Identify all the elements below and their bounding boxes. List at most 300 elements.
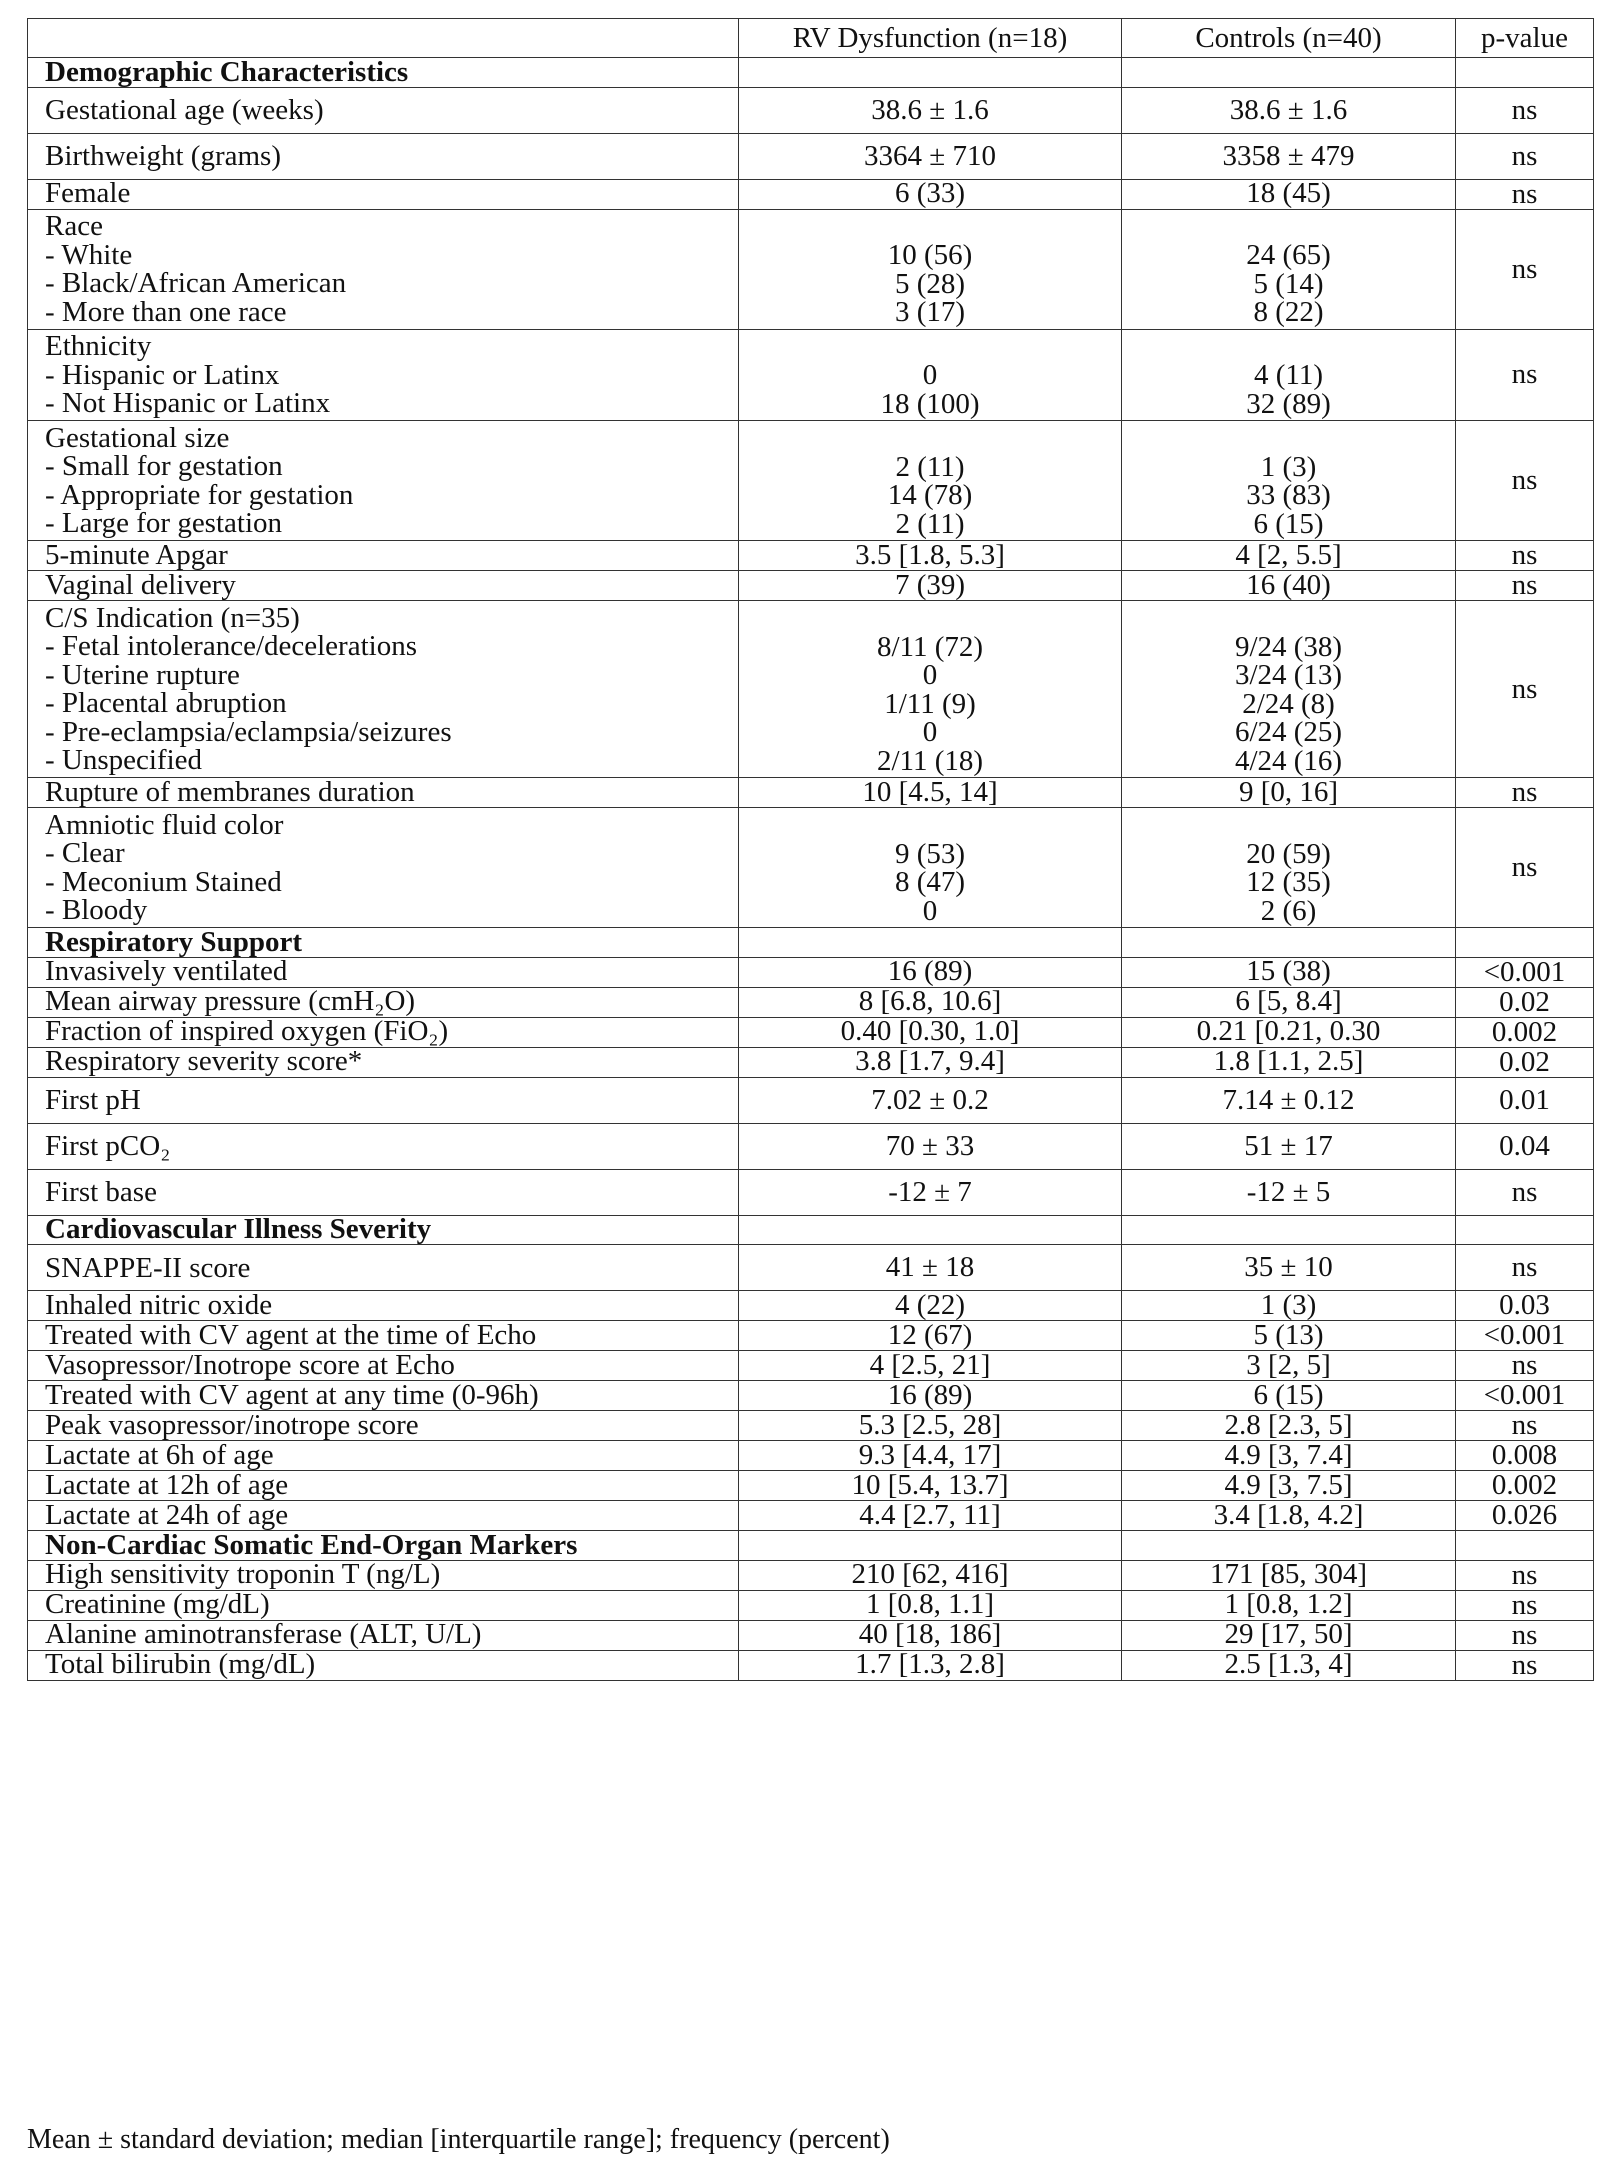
rv-cell	[739, 1077, 1122, 1123]
row-label	[28, 925, 739, 958]
rv-cell	[739, 775, 1122, 808]
controls-cell-line: 6 (15)	[1253, 1378, 1324, 1411]
controls-cell	[1122, 1531, 1456, 1561]
row-label-line: Fraction of inspired oxygen (FiO₂)	[45, 1015, 449, 1048]
controls-cell-line: 2.8 [2.3, 5]	[1224, 1408, 1353, 1441]
controls-cell	[1122, 1077, 1456, 1123]
rv-cell	[739, 1215, 1122, 1245]
row-label	[28, 1288, 739, 1321]
table-row	[28, 179, 1594, 209]
rv-cell	[739, 133, 1122, 179]
p-value-cell: ns	[1456, 1245, 1594, 1291]
rv-cell	[739, 1245, 1122, 1291]
row-label-line: First base	[45, 1176, 157, 1208]
table-row	[28, 1501, 1594, 1531]
controls-cell-line: 1.8 [1.1, 2.5]	[1213, 1045, 1364, 1077]
table-row	[28, 1245, 1594, 1291]
row-label-line: - Hispanic or Latinx	[45, 358, 280, 391]
rv-cell	[739, 1468, 1122, 1501]
row-label-line: Respiratory Support	[45, 925, 302, 958]
rv-cell	[739, 1438, 1122, 1471]
rv-cell-line: 3.8 [1.7, 9.4]	[855, 1045, 1005, 1077]
table-row	[28, 1560, 1594, 1590]
p-value-cell: 0.02	[1456, 1047, 1594, 1077]
rv-cell-line: 16 (89)	[887, 955, 973, 987]
row-label-line: Alanine aminotransferase (ALT, U/L)	[45, 1618, 482, 1651]
p-value-cell: ns	[1456, 601, 1594, 778]
row-label	[28, 808, 739, 928]
rv-cell-line: 9.3 [4.4, 17]	[858, 1438, 1002, 1471]
rv-cell	[739, 568, 1122, 601]
row-label	[28, 133, 739, 179]
controls-cell-line: 20 (59)	[1246, 837, 1331, 870]
rv-cell-line: 14 (78)	[887, 479, 973, 511]
table-row	[28, 1291, 1594, 1321]
controls-cell-line: 2 (6)	[1260, 894, 1317, 927]
row-label	[28, 179, 739, 209]
controls-cell	[1122, 1590, 1456, 1620]
section-header-row	[28, 58, 1594, 88]
rv-cell-line: 5 (28)	[894, 267, 966, 300]
row-label	[28, 1245, 739, 1291]
controls-cell-line: 18 (45)	[1246, 177, 1331, 209]
rv-cell	[739, 1348, 1122, 1381]
p-value-cell: ns	[1456, 209, 1594, 329]
table-row	[28, 1017, 1594, 1047]
controls-cell-line: 6 (15)	[1253, 507, 1324, 540]
controls-cell-line: 16 (40)	[1246, 568, 1331, 601]
controls-cell-line: 4.9 [3, 7.5]	[1224, 1468, 1353, 1501]
row-label	[28, 209, 739, 329]
row-label	[28, 775, 739, 808]
characteristics-table	[27, 18, 1594, 1681]
row-label	[28, 987, 739, 1017]
table-row	[28, 329, 1594, 421]
rv-cell-line: 9 (53)	[894, 837, 966, 870]
p-value-cell: ns	[1456, 1650, 1594, 1680]
row-label	[28, 329, 739, 421]
rv-cell	[739, 329, 1122, 421]
p-value-cell: ns	[1456, 571, 1594, 601]
rv-cell-line: 10 [5.4, 13.7]	[851, 1468, 1009, 1501]
controls-cell-line: 35 ± 10	[1244, 1251, 1333, 1283]
table-row	[28, 957, 1594, 987]
row-label-line: C/S Indication (n=35)	[45, 601, 300, 634]
rv-cell	[739, 1531, 1122, 1561]
row-label-line: Invasively ventilated	[45, 955, 288, 988]
row-label-line: - Black/African American	[45, 267, 347, 299]
controls-cell-line: 8 (22)	[1253, 296, 1324, 328]
row-label	[28, 1560, 739, 1590]
header-controls: Controls (n=40)	[1122, 19, 1456, 58]
p-value-cell: ns	[1456, 421, 1594, 541]
rv-cell-line: 12 (67)	[887, 1318, 973, 1351]
rv-cell	[739, 957, 1122, 987]
table-row	[28, 1411, 1594, 1441]
controls-cell	[1122, 928, 1456, 958]
controls-cell-line: 4 [2, 5.5]	[1235, 538, 1342, 571]
controls-cell-line: 3358 ± 479	[1222, 139, 1355, 172]
section-header-row	[28, 1215, 1594, 1245]
controls-cell	[1122, 1215, 1456, 1245]
p-value-cell: ns	[1456, 1590, 1594, 1620]
p-value-cell: ns	[1456, 1351, 1594, 1381]
row-label-line: - Clear	[45, 837, 125, 869]
row-label-line: Peak vasopressor/inotrope score	[45, 1408, 419, 1441]
controls-cell	[1122, 421, 1456, 541]
p-value-cell: ns	[1456, 1411, 1594, 1441]
controls-cell	[1122, 87, 1456, 133]
row-label-line: - More than one race	[45, 295, 287, 328]
controls-cell	[1122, 1348, 1456, 1381]
controls-cell	[1122, 1438, 1456, 1471]
p-value-cell: 0.03	[1456, 1291, 1594, 1321]
p-value-cell: 0.002	[1456, 1017, 1594, 1047]
p-value-cell: ns	[1456, 1560, 1594, 1590]
controls-cell-line: 1 (3)	[1260, 450, 1317, 483]
table-footnote: Mean ± standard deviation; median [interquartile range]; frequency (percent)	[27, 2124, 890, 2155]
row-label	[28, 1438, 739, 1471]
row-label-line: Respiratory severity score*	[45, 1045, 363, 1078]
p-value-cell: ns	[1456, 1169, 1594, 1215]
row-label	[28, 1498, 739, 1531]
row-label-line: Vasopressor/Inotrope score at Echo	[45, 1348, 455, 1381]
row-label-line: First pCO₂	[45, 1130, 171, 1162]
p-value-cell: ns	[1456, 133, 1594, 179]
controls-cell	[1122, 808, 1456, 928]
controls-cell-line: 7.14 ± 0.12	[1222, 1083, 1355, 1116]
rv-cell-line: 7.02 ± 0.2	[871, 1083, 989, 1116]
rv-cell-line: 0.40 [0.30, 1.0]	[840, 1015, 1020, 1047]
row-label	[28, 87, 739, 133]
row-label	[28, 1017, 739, 1047]
rv-cell-line: 0	[922, 659, 938, 691]
controls-cell-line: 3.4 [1.8, 4.2]	[1213, 1498, 1364, 1531]
row-label-line: - Large for gestation	[45, 507, 283, 539]
row-label	[28, 1169, 739, 1215]
p-value-cell: ns	[1456, 329, 1594, 421]
rv-cell-line: -12 ± 7	[888, 1175, 972, 1208]
rv-cell-line: 6 (33)	[894, 177, 966, 209]
row-label-line: Demographic Characteristics	[45, 55, 409, 88]
rv-cell-line: 2/11 (18)	[876, 744, 984, 777]
table-row	[28, 1169, 1594, 1215]
controls-cell-line: 2.5 [1.3, 4]	[1224, 1648, 1353, 1680]
rv-cell-line: 16 (89)	[887, 1378, 973, 1411]
rv-cell	[739, 538, 1122, 571]
row-label-line: - Fetal intolerance/decelerations	[45, 630, 417, 662]
row-label	[28, 1123, 739, 1169]
p-value-cell: ns	[1456, 808, 1594, 928]
rv-cell-line: 1/11 (9)	[884, 687, 976, 720]
rv-cell	[739, 1318, 1122, 1351]
rv-cell-line: 3364 ± 710	[864, 139, 996, 172]
rv-cell	[739, 1288, 1122, 1321]
row-label	[28, 1047, 739, 1077]
rv-cell-line: 4 (22)	[894, 1288, 966, 1321]
table-row	[28, 87, 1594, 133]
rv-cell-line: 41 ± 18	[885, 1251, 975, 1283]
rv-cell-line: 2 (11)	[895, 507, 965, 540]
controls-cell-line: 4/24 (16)	[1234, 744, 1343, 777]
p-value-cell: 0.026	[1456, 1501, 1594, 1531]
table-row	[28, 987, 1594, 1017]
controls-cell	[1122, 179, 1456, 209]
row-label-line: - Small for gestation	[45, 450, 283, 482]
row-label-line: Rupture of membranes duration	[45, 775, 415, 808]
rv-cell	[739, 421, 1122, 541]
controls-cell	[1122, 209, 1456, 329]
rv-cell-line: 4.4 [2.7, 11]	[859, 1498, 1001, 1531]
rv-cell	[739, 1017, 1122, 1047]
table-row	[28, 209, 1594, 329]
controls-cell-line: 2/24 (8)	[1242, 687, 1335, 720]
controls-cell	[1122, 1017, 1456, 1047]
row-label-line: Lactate at 6h of age	[45, 1438, 274, 1471]
row-label	[28, 1620, 739, 1650]
table-row	[28, 541, 1594, 571]
rv-cell-line: 5.3 [2.5, 28]	[858, 1408, 1002, 1441]
rv-cell	[739, 1590, 1122, 1620]
section-header-row	[28, 1531, 1594, 1561]
p-value-cell: 0.002	[1456, 1471, 1594, 1501]
rv-cell	[739, 808, 1122, 928]
controls-cell	[1122, 1468, 1456, 1501]
table-row	[28, 1381, 1594, 1411]
controls-cell-line: 1 [0.8, 1.2]	[1224, 1588, 1353, 1620]
controls-cell	[1122, 1378, 1456, 1411]
rv-cell-line: 18 (100)	[880, 387, 980, 420]
table-row	[28, 1077, 1594, 1123]
row-label-line: - Meconium Stained	[45, 865, 282, 898]
controls-cell-line: 38.6 ± 1.6	[1229, 93, 1348, 126]
row-label-line: Treated with CV agent at the time of Echo	[45, 1318, 537, 1351]
controls-cell	[1122, 987, 1456, 1017]
header-row	[28, 19, 1594, 58]
rv-cell-line: 1 [0.8, 1.1]	[865, 1588, 995, 1620]
controls-cell-line: 4 (11)	[1254, 359, 1323, 391]
row-label-line: - Uterine rupture	[45, 658, 240, 691]
rv-cell	[739, 1408, 1122, 1441]
controls-cell-line: 4.9 [3, 7.4]	[1224, 1438, 1353, 1471]
rv-cell	[739, 1498, 1122, 1531]
table-row	[28, 571, 1594, 601]
header-empty-cell	[28, 19, 739, 58]
row-label-line: Creatinine (mg/dL)	[45, 1588, 270, 1621]
controls-cell	[1122, 58, 1456, 88]
rv-cell-line: 1.7 [1.3, 2.8]	[855, 1648, 1005, 1680]
controls-cell	[1122, 1560, 1456, 1590]
row-label-line: Lactate at 24h of age	[45, 1498, 289, 1531]
row-label	[28, 1378, 739, 1411]
table-row	[28, 1351, 1594, 1381]
controls-cell	[1122, 1620, 1456, 1650]
controls-cell	[1122, 1498, 1456, 1531]
rv-cell	[739, 928, 1122, 958]
row-label-line: Female	[45, 177, 131, 210]
row-label	[28, 421, 739, 541]
rv-cell-line: 2 (11)	[895, 450, 965, 483]
row-label-line: Treated with CV agent at any time (0-96h)	[45, 1378, 539, 1411]
controls-cell-line: 6/24 (25)	[1234, 716, 1343, 748]
row-label	[28, 1528, 739, 1561]
row-label-line: Total bilirubin (mg/dL)	[45, 1648, 316, 1681]
table-row	[28, 1471, 1594, 1501]
p-value-cell: <0.001	[1456, 1381, 1594, 1411]
controls-cell	[1122, 1169, 1456, 1215]
row-label	[28, 1215, 739, 1245]
p-value-cell: ns	[1456, 541, 1594, 571]
row-label-line: - Placental abruption	[45, 687, 287, 719]
controls-cell-line: 33 (83)	[1246, 479, 1331, 511]
row-label-line: - Bloody	[45, 894, 148, 926]
controls-cell	[1122, 1245, 1456, 1291]
row-label-line: Ethnicity	[45, 330, 152, 362]
row-label-line: Vaginal delivery	[45, 568, 236, 601]
table-row	[28, 1650, 1594, 1680]
rv-cell	[739, 1123, 1122, 1169]
table-row	[28, 808, 1594, 928]
rv-cell	[739, 1620, 1122, 1650]
rv-cell-line: 70 ± 33	[885, 1129, 975, 1162]
controls-cell-line: 3/24 (13)	[1234, 659, 1343, 691]
table-row	[28, 1590, 1594, 1620]
header-p-value: p-value	[1456, 19, 1594, 58]
controls-cell-line: 171 [85, 304]	[1209, 1558, 1368, 1590]
p-value-cell: <0.001	[1456, 957, 1594, 987]
controls-cell	[1122, 1123, 1456, 1169]
row-label-line: 5-minute Apgar	[45, 538, 228, 571]
rv-cell-line: 0	[922, 894, 938, 927]
p-value-cell	[1456, 58, 1594, 88]
controls-cell-line: 15 (38)	[1246, 955, 1331, 987]
rv-cell	[739, 987, 1122, 1017]
table-row	[28, 778, 1594, 808]
rv-cell	[739, 1560, 1122, 1590]
table-row	[28, 601, 1594, 778]
row-label	[28, 1348, 739, 1381]
p-value-cell: ns	[1456, 1620, 1594, 1650]
row-label	[28, 568, 739, 601]
row-label-line: - White	[45, 238, 133, 271]
rv-cell-line: 10 [4.5, 14]	[862, 775, 998, 808]
row-label	[28, 1077, 739, 1123]
row-label	[28, 538, 739, 571]
rv-cell-line: 3.5 [1.8, 5.3]	[855, 538, 1005, 571]
controls-cell-line: 1 (3)	[1260, 1288, 1317, 1321]
rv-cell-line: 3 (17)	[894, 296, 966, 328]
rv-cell-line: 8 (47)	[894, 866, 966, 898]
rv-cell-line: 8/11 (72)	[876, 630, 984, 663]
row-label-line: Gestational age (weeks)	[45, 94, 324, 126]
table-row	[28, 1441, 1594, 1471]
rv-cell	[739, 58, 1122, 88]
p-value-cell: <0.001	[1456, 1321, 1594, 1351]
row-label-line: - Appropriate for gestation	[45, 478, 354, 511]
controls-cell-line: 9 [0, 16]	[1238, 775, 1339, 808]
row-label	[28, 1650, 739, 1680]
rv-cell	[739, 1047, 1122, 1077]
controls-cell-line: 6 [5, 8.4]	[1235, 985, 1342, 1017]
row-label-line: - Pre-eclampsia/eclampsia/seizures	[45, 715, 452, 748]
controls-cell-line: -12 ± 5	[1246, 1175, 1331, 1208]
table-row	[28, 133, 1594, 179]
table-row	[28, 421, 1594, 541]
row-label-line: Amniotic fluid color	[45, 808, 284, 841]
controls-cell-line: 24 (65)	[1246, 239, 1331, 271]
controls-cell-line: 5 (14)	[1253, 267, 1324, 300]
p-value-cell	[1456, 928, 1594, 958]
row-label-line: Lactate at 12h of age	[45, 1468, 289, 1501]
row-label-line: Mean airway pressure (cmH₂O)	[45, 985, 416, 1018]
controls-cell	[1122, 1047, 1456, 1077]
p-value-cell	[1456, 1215, 1594, 1245]
row-label	[28, 1590, 739, 1620]
rv-cell-line: 8 [6.8, 10.6]	[858, 985, 1002, 1017]
controls-cell-line: 9/24 (38)	[1234, 630, 1343, 663]
p-value-cell: 0.01	[1456, 1077, 1594, 1123]
row-label	[28, 1408, 739, 1441]
rv-cell	[739, 209, 1122, 329]
controls-cell	[1122, 329, 1456, 421]
rv-cell	[739, 1378, 1122, 1411]
p-value-cell: 0.008	[1456, 1441, 1594, 1471]
controls-cell	[1122, 1288, 1456, 1321]
row-label	[28, 1318, 739, 1351]
row-label	[28, 957, 739, 987]
row-label-line: SNAPPE-II score	[45, 1251, 251, 1284]
row-label	[28, 1468, 739, 1501]
controls-cell-line: 29 [17, 50]	[1224, 1618, 1353, 1650]
p-value-cell: 0.04	[1456, 1123, 1594, 1169]
rv-cell	[739, 1169, 1122, 1215]
table-row	[28, 1047, 1594, 1077]
controls-cell-line: 0.21 [0.21, 0.30	[1196, 1015, 1381, 1047]
controls-cell	[1122, 1318, 1456, 1351]
p-value-cell	[1456, 1531, 1594, 1561]
table-row	[28, 1620, 1594, 1650]
table-body	[28, 55, 1594, 1681]
controls-cell	[1122, 601, 1456, 778]
table-row	[28, 1123, 1594, 1169]
header-rv-dysfunction: RV Dysfunction (n=18)	[739, 19, 1122, 58]
row-label-line: Non-Cardiac Somatic End-Organ Markers	[45, 1528, 578, 1561]
row-label-line: - Not Hispanic or Latinx	[45, 387, 331, 419]
rv-cell-line: 7 (39)	[894, 568, 966, 601]
rv-cell-line: 4 [2.5, 21]	[869, 1348, 991, 1381]
row-label-line: High sensitivity troponin T (ng/L)	[45, 1558, 441, 1591]
row-label-line: First pH	[45, 1084, 141, 1116]
controls-cell-line: 32 (89)	[1246, 387, 1331, 420]
controls-cell	[1122, 538, 1456, 571]
controls-cell-line: 12 (35)	[1246, 866, 1331, 898]
controls-cell	[1122, 775, 1456, 808]
rv-cell	[739, 601, 1122, 778]
p-value-cell: 0.02	[1456, 987, 1594, 1017]
row-label-line: - Unspecified	[45, 744, 203, 776]
rv-cell-line: 38.6 ± 1.6	[871, 93, 989, 126]
rv-cell-line: 0	[922, 716, 938, 748]
controls-cell	[1122, 957, 1456, 987]
section-header-row	[28, 928, 1594, 958]
controls-cell-line: 5 (13)	[1253, 1318, 1324, 1351]
row-label	[28, 601, 739, 778]
controls-cell-line: 51 ± 17	[1244, 1129, 1333, 1162]
row-label-line: Inhaled nitric oxide	[45, 1288, 273, 1321]
controls-cell	[1122, 1408, 1456, 1441]
controls-cell	[1122, 133, 1456, 179]
row-label-line: Birthweight (grams)	[45, 140, 281, 172]
